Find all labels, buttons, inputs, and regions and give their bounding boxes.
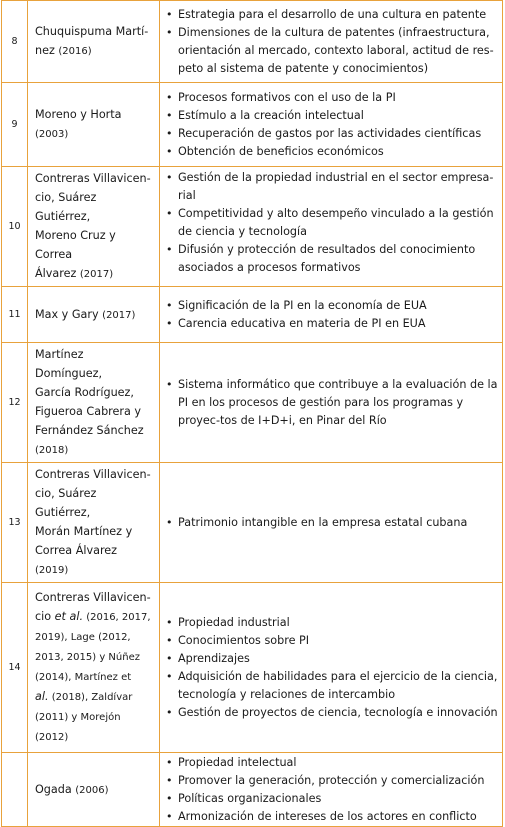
author-year: (2017) <box>102 309 136 321</box>
author-year: (2016) <box>58 46 92 57</box>
findings-cell <box>160 167 503 287</box>
list-item: • Procesos formativos con el uso de la PI <box>164 89 498 107</box>
table-row <box>2 463 503 583</box>
author-text: Max y Gary <box>35 307 103 321</box>
findings-cell <box>160 287 503 343</box>
author-text: Chuquispuma Martí- <box>35 25 149 38</box>
list-item: • Obtención de beneficios económicos <box>164 143 498 161</box>
findings-list <box>164 376 498 430</box>
author-year: (2017) <box>79 269 114 280</box>
table-row <box>2 583 503 753</box>
author-text: Figueroa Cabrera y <box>35 405 142 418</box>
author-text: 2013, 2015) y Núñez <box>35 652 140 663</box>
table-row <box>2 83 503 167</box>
author-text: García Rodríguez, <box>35 386 134 399</box>
list-item: • Competitividad y alto desempeño vinculado a la gestión de ciencia y tecnología <box>164 205 498 241</box>
author-text: (2014), Martínez et <box>35 672 132 683</box>
findings-list <box>164 297 498 333</box>
author-text: Contreras Villavicen- <box>35 172 151 185</box>
literature-table <box>1 0 503 827</box>
author-text: cio <box>35 610 55 623</box>
author-year: (2003) <box>35 129 69 140</box>
author-cell <box>28 83 160 167</box>
findings-list <box>164 89 498 161</box>
author-etal: al. <box>35 690 49 703</box>
table-row <box>2 287 503 343</box>
list-item: • Estímulo a la creación intelectual <box>164 107 498 125</box>
list-item: • Propiedad industrial <box>164 614 498 632</box>
list-item: • Estrategia para el desarrollo de una cultura en patente <box>164 6 498 24</box>
findings-list <box>164 169 498 277</box>
author-text: cio, Suárez Gutiérrez, <box>35 487 97 519</box>
author-text: (2011) y Morejón <box>35 712 121 723</box>
author-etal: et al. <box>54 610 84 623</box>
row-number: 12 <box>2 343 28 463</box>
author-cell <box>28 343 160 463</box>
author-year: (2018) <box>35 445 69 456</box>
author-cell <box>28 1 160 83</box>
row-number <box>2 753 28 827</box>
list-item: • Sistema informático que contribuye a la evaluación de la PI en los procesos de gestión para los programas y proyec-tos de I+D+i, en Pinar del Río <box>164 376 498 430</box>
table-row <box>2 343 503 463</box>
list-item: • Gestión de la propiedad industrial en el sector empresa-rial <box>164 169 498 205</box>
list-item: • Dimensiones de la cultura de patentes (infraestructura, orientación al mercado, contexto laboral, actitud de res-peto al sistema de patente y conocimientos) <box>164 24 498 78</box>
author-year: (2006) <box>75 784 109 796</box>
row-number: 8 <box>2 1 28 83</box>
list-item: • Conocimientos sobre PI <box>164 632 498 650</box>
author-text: Fernández Sánchez <box>35 424 144 437</box>
author-text: Contreras Villavicen- <box>35 468 151 481</box>
list-item: • Políticas organizacionales <box>164 790 498 808</box>
author-cell <box>28 287 160 343</box>
author-text: Moreno Cruz y Correa <box>35 229 116 261</box>
list-item: • Propiedad intelectual <box>164 754 498 772</box>
list-item: • Aprendizajes <box>164 650 498 668</box>
author-cell <box>28 463 160 583</box>
list-item: • Armonización de intereses de los actores en conflicto <box>164 808 498 826</box>
list-item: • Promover la generación, protección y comercialización <box>164 772 498 790</box>
list-item: • Carencia educativa en materia de PI en EUA <box>164 315 498 333</box>
author-text: Contreras Villavicen- <box>35 591 151 604</box>
list-item: • Recuperación de gastos por las actividades científicas <box>164 125 498 143</box>
author-text: 2019), Lage (2012, <box>35 632 131 643</box>
author-text: Ogada <box>35 782 76 796</box>
findings-cell <box>160 1 503 83</box>
list-item: • Difusión y protección de resultados del conocimiento asociados a procesos formativos <box>164 241 498 277</box>
author-cell <box>28 753 160 827</box>
row-number: 13 <box>2 463 28 583</box>
author-year: (2016, 2017, <box>83 612 151 623</box>
author-text: (2018), Zaldívar <box>48 692 133 703</box>
findings-list <box>164 614 498 722</box>
findings-list <box>164 514 498 532</box>
author-text: Moreno y Horta <box>35 108 122 121</box>
row-number: 11 <box>2 287 28 343</box>
author-text: Álvarez <box>35 267 80 280</box>
author-text: Correa Álvarez <box>35 544 118 557</box>
findings-cell <box>160 463 503 583</box>
author-text: Martínez Domínguez, <box>35 348 103 380</box>
author-year: (2019) <box>35 565 69 576</box>
table-row <box>2 167 503 287</box>
author-cell <box>28 583 160 753</box>
list-item: • Gestión de proyectos de ciencia, tecnología e innovación <box>164 704 498 722</box>
findings-cell <box>160 343 503 463</box>
author-text: nez <box>35 44 59 57</box>
table-row <box>2 753 503 827</box>
author-year: (2012) <box>35 732 69 743</box>
list-item: • Patrimonio intangible en la empresa estatal cubana <box>164 514 498 532</box>
author-text: Morán Martínez y <box>35 525 133 538</box>
row-number: 9 <box>2 83 28 167</box>
table-row <box>2 1 503 83</box>
list-item: • Significación de la PI en la economía de EUA <box>164 297 498 315</box>
row-number: 10 <box>2 167 28 287</box>
findings-cell <box>160 83 503 167</box>
row-number: 14 <box>2 583 28 753</box>
findings-cell <box>160 753 503 827</box>
findings-cell <box>160 583 503 753</box>
author-text: cio, Suárez Gutiérrez, <box>35 191 97 223</box>
findings-list <box>164 6 498 78</box>
author-cell <box>28 167 160 287</box>
findings-list <box>164 754 498 826</box>
list-item: • Adquisición de habilidades para el ejercicio de la ciencia, tecnología y relaciones de intercambio <box>164 668 498 704</box>
